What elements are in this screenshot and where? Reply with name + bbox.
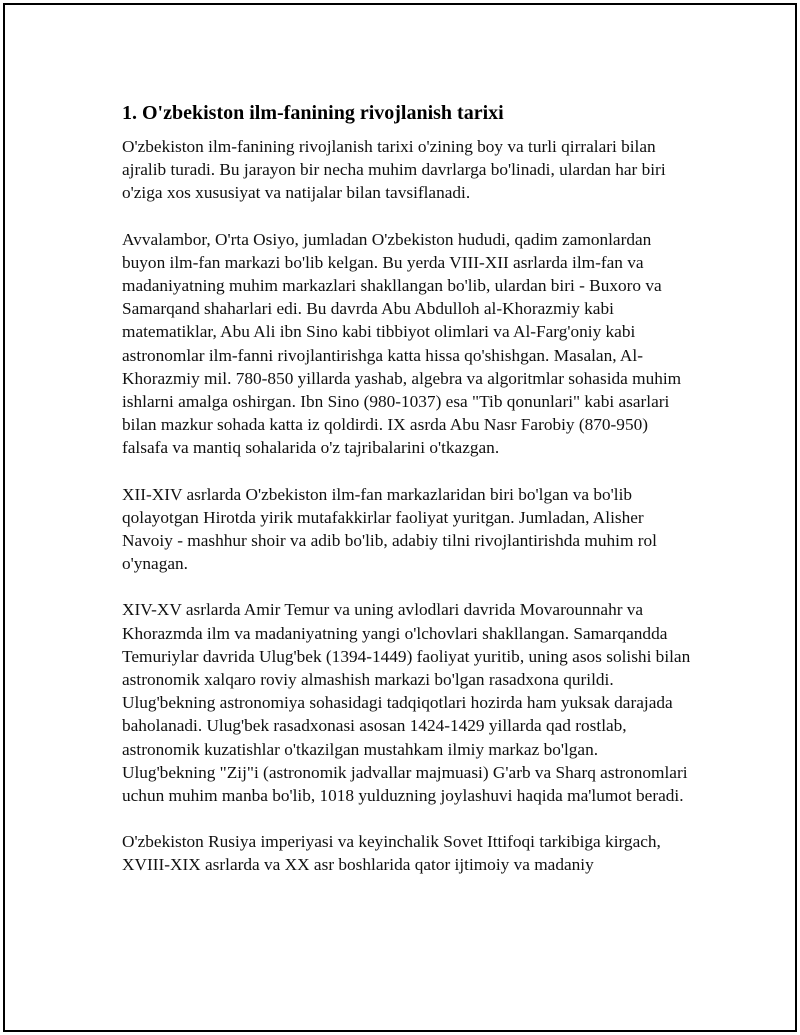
paragraph-early-scholars: Avvalambor, O'rta Osiyo, jumladan O'zbekiston hududi, qadim zamonlardan buyon ilm-fan markazi bo'lib kelgan. Bu yerda VIII-XII asrlarda ilm-fan va madaniyatning muhim markazlari shakllangan bo'lib, ulardan biri - Buxoro va Samarqand shaharlari edi. Bu davrda Abu Abdulloh al-Khorazmiy kabi matematiklar, Abu Ali ibn Sino kabi tibbiyot olimlari va Al-Farg'oniy kabi astronomlar ilm-fanni rivojlantirishga katta hissa qo'shishgan. Masalan, Al-Khorazmiy mil. 780-850 yillarda yashab, algebra va algoritmlar sohasida muhim ishlarni amalga oshirgan. Ibn Sino (980-1037) esa "Tib qonunlari" kabi asarlari bilan mazkur sohada katta iz qoldirdi. IX asrda Abu Nasr Farobiy (870-950) falsafa va mantiq sohalarida o'z tajribalarini o'tkazgan. — [122, 229, 682, 458]
paragraph-intro: O'zbekiston ilm-fanining rivojlanish tarixi o'zining boy va turli qirralari bilan ajralib turadi. Bu jarayon bir necha muhim davrlarga bo'linadi, ulardan har biri o'ziga xos xususiyat va natijalar bilan tavsiflanadi. — [122, 137, 666, 203]
document-page — [3, 3, 797, 1032]
paragraph-hirot-navoiy: XII-XIV asrlarda O'zbekiston ilm-fan markazlaridan biri bo'lgan va bo'lib qolayotgan Hirotda yirik mutafakkirlar faoliyat yuritgan. Jumladan, Alisher Navoiy - mashhur shoir va adib bo'lib, adabiy tilni rivojlantirishda muhim rol o'ynagan. — [122, 484, 657, 574]
paragraph-timurid-ulugbek: XIV-XV asrlarda Amir Temur va uning avlodlari davrida Movarounnahr va Khorazmda ilm va madaniyatning yangi o'lchovlari shakllangan. Samarqandda Temuriylar davrida Ulug'bek (1394-1449) faoliyat yuritib, uning asos solishi bilan astronomik xalqaro roviy almashish markazi bo'lgan rasadxona qurildi. Ulug'bekning astronomiya sohasidagi tadqiqotlari hozirda ham yuksak darajada baholanadi. Ulug'bek rasadxonasi asosan 1424-1429 yillarda qad rostlab, astronomik kuzatishlar o'tkazilgan mustahkam ilmiy markaz bo'lgan. Ulug'bekning "Zij"i (astronomik jadvallar majmuasi) G'arb va Sharq astronomlari uchun muhim manba bo'lib, 1018 yulduzning joylashuvi haqida ma'lumot beradi. — [122, 600, 691, 806]
document-body — [122, 101, 692, 900]
paragraph-russian-soviet: O'zbekiston Rusiya imperiyasi va keyinchalik Sovet Ittifoqi tarkibiga kirgach, XVIII-XIX asrlarda va XX asr boshlarida qator ijtimoiy va madaniy — [122, 832, 661, 875]
section-heading: 1. O'zbekiston ilm-fanining rivojlanish tarixi — [122, 102, 504, 124]
